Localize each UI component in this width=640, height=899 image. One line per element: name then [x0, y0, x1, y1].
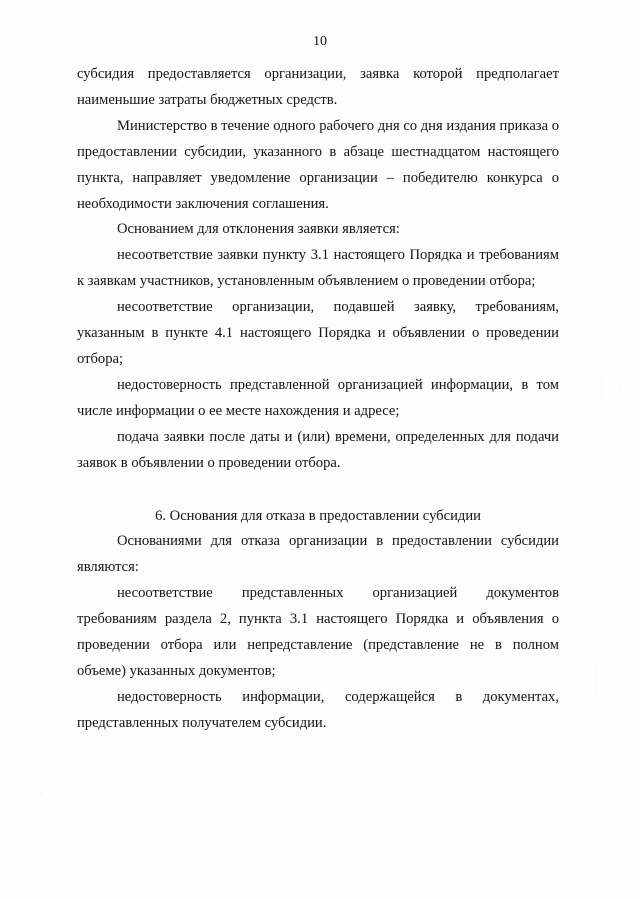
page-number: 10: [313, 34, 327, 49]
paragraph-refusal-item-1: несоответствие представленных организацией документов требованиям раздела 2, пункта 3.1 настоящего Порядка и объявления о проведении отбора или непредставление (представление не в полном объеме) указанных документов;: [77, 585, 559, 679]
paragraph-subsidy-continuation: субсидия предоставляется организации, заявка которой предполагает наименьшие затраты бюджетных средств.: [77, 66, 559, 108]
paragraph-refusal-intro: Основаниями для отказа организации в предоставлении субсидии являются:: [77, 533, 559, 576]
document-body: [77, 62, 559, 737]
paragraph-rejection-intro: Основанием для отклонения заявки является:: [117, 221, 400, 238]
scan-noise: · · · · · · · · ·: [590, 376, 624, 398]
paragraph-rejection-item-3: недостоверность представленной организацией информации, в том числе информации о ее месте нахождения и адресе;: [77, 376, 559, 419]
section-heading: 6. Основания для отказа в предоставлении субсидии: [155, 507, 481, 524]
paragraph-rejection-item-4: подача заявки после даты и (или) времени, определенных для подачи заявок в объявлении о проведении отбора.: [77, 428, 559, 471]
paragraph-refusal-item-2: недостоверность информации, содержащейся в документах, представленных получателем субсидии.: [77, 688, 559, 731]
scan-noise: · · · · · · · · · · · · ·: [585, 666, 619, 696]
paragraph-rejection-item-2: несоответствие организации, подавшей заявку, требованиям, указанным в пункте 4.1 настоящего Порядка и объявлении о проведении отбора;: [77, 299, 559, 367]
paragraph-rejection-item-1: несоответствие заявки пункту 3.1 настоящего Порядка и требованиям к заявкам участников, установленным объявлением о проведении отбора;: [77, 247, 559, 290]
paragraph-ministry-notice: Министерство в течение одного рабочего дня со дня издания приказа о предоставлении субсидии, указанного в абзаце шестнадцатом настоящего пункта, направляет уведомление организации – победителю конкурса о необходимости заключения соглашения.: [77, 117, 559, 212]
scan-noise: · · ·: [30, 791, 45, 805]
